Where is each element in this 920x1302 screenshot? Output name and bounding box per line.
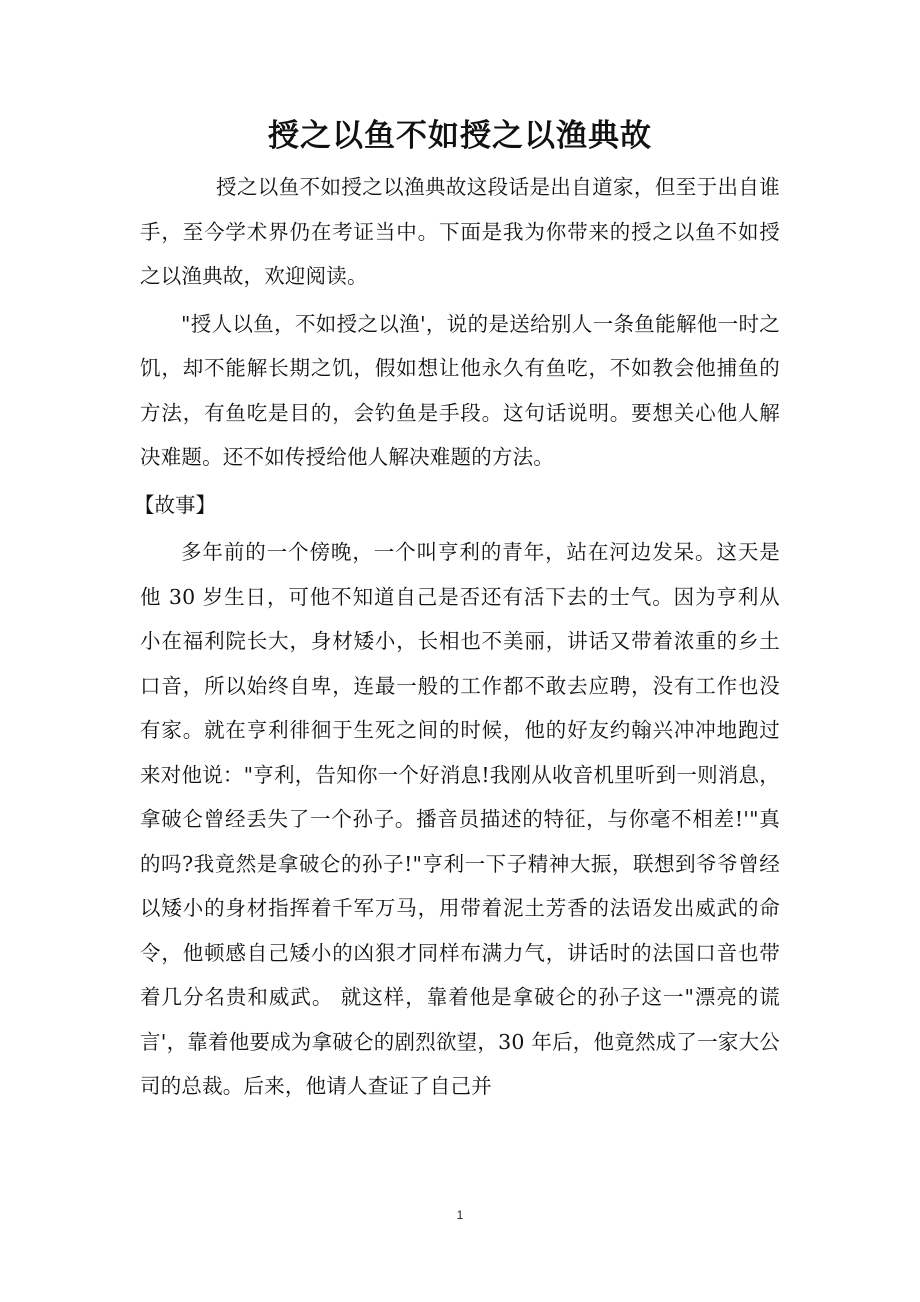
document-title: 授之以鱼不如授之以渔典故 xyxy=(268,118,652,154)
page-number: 1 xyxy=(456,1208,464,1222)
explanation-paragraph: "授人以鱼，不如授之以渔'，说的是送给别人一条鱼能解他一时之饥，却不能解长期之饥，假如想让他永久有鱼吃，不如教会他捕鱼的方法，有鱼吃是目的，会钓鱼是手段。这句话说明。要想关心他人解决难题。还不如传授给他人解决难题的方法。 xyxy=(140,311,780,469)
story-paragraph: 多年前的一个傍晚，一个叫亨利的青年，站在河边发呆。这天是他 30 岁生日，可他不知道自己是否还有活下去的士气。因为亨利从小在福利院长大，身材矮小，长相也不美丽，讲话又带着浓重的乡土口音，所以始终自卑，连最一般的工作都不敢去应聘，没有工作也没有家。就在亨利徘徊于生死之间的时候，他的好友约翰兴冲冲地跑过来对他说："亨利，告知你一个好消息!我刚从收音机里听到一则消息，拿破仑曾经丢失了一个孙子。播音员描述的特征，与你毫不相差!'"真的吗?我竟然是拿破仑的孙子!"亨利一下子精神大振，联想到爷爷曾经以矮小的身材指挥着千军万马，用带着泥土芳香的法语发出威武的命令，他顿感自己矮小的凶狠才同样布满力气，讲话时的法国口音也带着几分名贵和威武。 就这样，靠着他是拿破仑的孙子这一"漂亮的谎言'，靠着他要成为拿破仑的剧烈欲望，30 年后，他竟然成了一家大公司的总裁。后来，他请人查证了自己并 xyxy=(140,540,780,1098)
document-body xyxy=(134,165,780,1109)
intro-paragraph: 授之以鱼不如授之以渔典故这段话是出自道家，但至于出自谁手，至今学术界仍在考证当中。下面是我为你带来的授之以鱼不如授之以渔典故，欢迎阅读。 xyxy=(140,175,780,288)
section-heading-story: 【故事】 xyxy=(134,492,216,517)
